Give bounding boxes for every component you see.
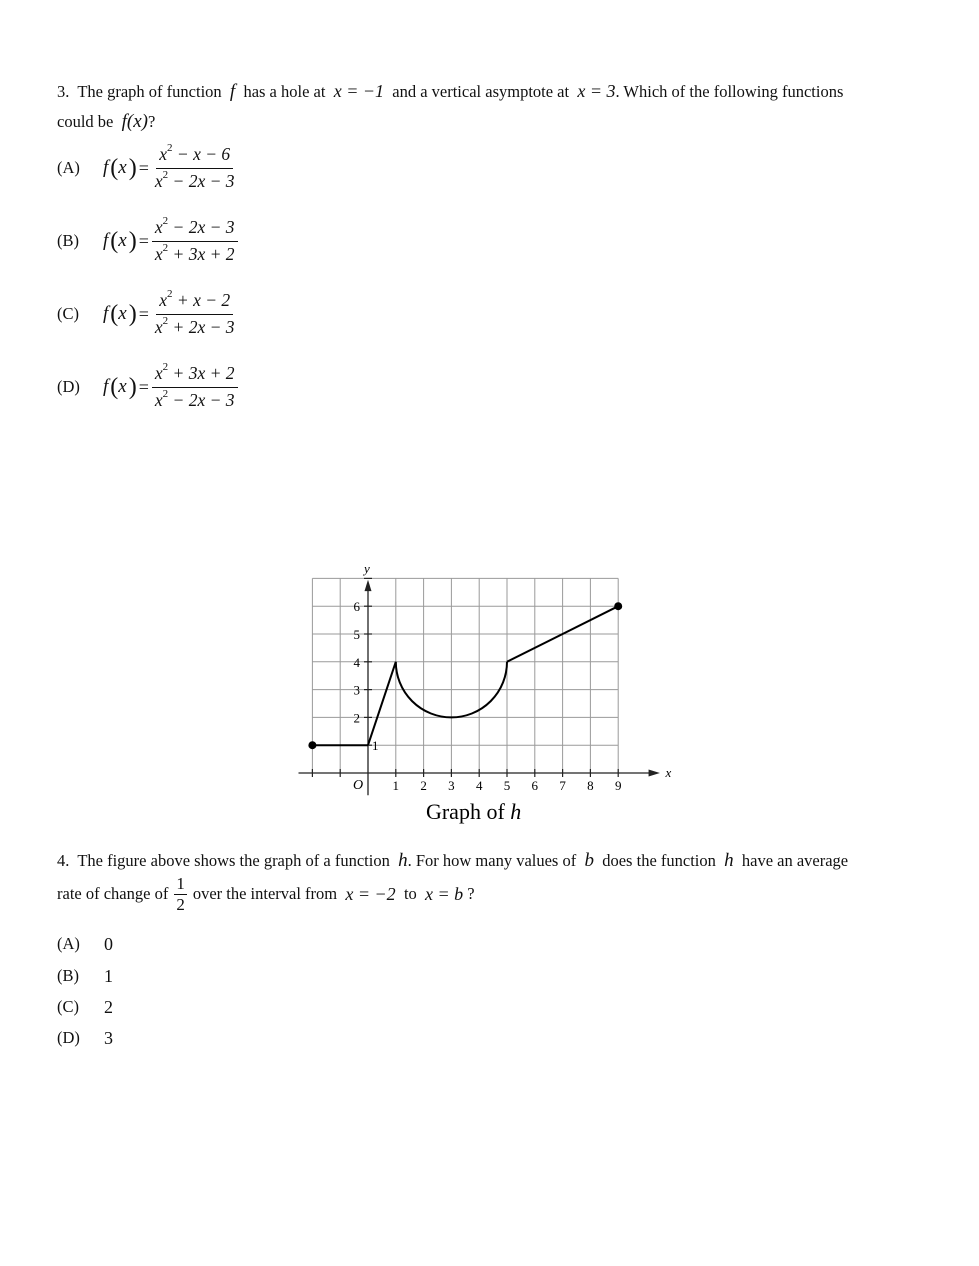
chart-title-variable: h: [510, 799, 522, 824]
q4-stem-text: to: [403, 884, 417, 904]
choice-value: 1: [104, 966, 113, 986]
y-tick-label: 4: [353, 654, 360, 670]
q3-choice-c[interactable]: (C) f ( x ) = $\frac{x^2 + x - 2}{x^2 + 2x - 3}$: [57, 286, 238, 342]
fraction-numerator: 1: [176, 874, 185, 893]
q4-choice-a[interactable]: [57, 934, 113, 955]
choice-label: (D): [57, 377, 80, 396]
endpoint-dot: [614, 602, 622, 610]
x-tick-label: 8: [587, 778, 594, 793]
q4-choice-b[interactable]: [57, 966, 113, 987]
q3-choice-b[interactable]: (B) f ( x ) = $\frac{x^2 - 2x - 3}{x^2 + 3x + 2}$: [57, 213, 238, 269]
y-axis-label: y: [364, 560, 370, 576]
x-tick-label: 9: [614, 778, 622, 793]
variable: x: [118, 230, 127, 251]
q3-number: 3.: [57, 82, 70, 101]
rational-expression: $\frac{x^2 + x - 2}{x^2 + 2x - 3}$: [154, 288, 235, 337]
q4-stem-text: The figure above shows the graph of a function: [77, 851, 390, 870]
equals-sign: =: [138, 157, 149, 178]
q4-function-name: h: [398, 850, 408, 871]
q3-stem-text: has a hole at: [243, 82, 326, 101]
rational-expression: $\frac{x^2 - x - 6}{x^2 - 2x - 3}$: [154, 142, 235, 191]
equals-sign: =: [138, 376, 149, 397]
choice-label: (A): [57, 934, 80, 953]
choice-label: (D): [57, 1028, 80, 1047]
q3-question-mark: ?: [147, 112, 156, 131]
function-name: f: [103, 230, 109, 251]
function-name: f: [103, 376, 109, 397]
choice-value: 3: [104, 1028, 113, 1048]
variable: x: [118, 303, 127, 324]
q4-stem-text: . For how many values of: [407, 851, 577, 870]
equals-sign: =: [138, 230, 149, 251]
y-tick-label: 3: [353, 682, 360, 698]
function-name: f: [103, 303, 109, 324]
q3-stem-text: and a vertical asymptote at: [392, 82, 570, 101]
q4-variable-b: b: [584, 850, 594, 871]
choice-label: (B): [57, 231, 79, 250]
q4-rate-fraction: [174, 874, 187, 914]
q4-stem-text: does the function: [602, 851, 716, 870]
choice-value: 0: [104, 934, 113, 954]
q4-question-mark: ?: [467, 884, 475, 904]
y-tick-label: 5: [353, 627, 360, 642]
q4-interval-start: x = −2: [345, 883, 396, 904]
x-tick-label: 2: [420, 778, 427, 793]
choice-label: (B): [57, 966, 79, 985]
y-tick-label: 1: [372, 738, 379, 754]
q4-stem-line-2: [57, 874, 475, 914]
x-axis-arrow: [649, 770, 660, 777]
q3-function-name: f: [229, 81, 236, 102]
q3-fx: f(x): [121, 111, 148, 132]
fraction-denominator: 2: [176, 894, 185, 914]
q4-choice-c[interactable]: [57, 997, 113, 1018]
x-tick-label: 6: [531, 778, 539, 793]
variable: x: [118, 376, 127, 397]
q3-asymptote-value: x = 3: [577, 81, 616, 101]
x-tick-label: 7: [559, 778, 566, 793]
chart-title-text: Graph of: [425, 799, 511, 824]
x-tick-label: 5: [503, 778, 511, 793]
q4-function-name: h: [724, 850, 734, 871]
endpoint-dot: [308, 741, 316, 749]
rational-expression: $\frac{x^2 + 3x + 2}{x^2 - 2x - 3}$: [152, 362, 238, 412]
q3-stem-text: could be: [57, 112, 114, 131]
y-axis-arrow: [365, 580, 372, 591]
choice-label: (C): [57, 304, 79, 323]
q4-stem-line-1: [57, 850, 848, 872]
equals-sign: =: [138, 303, 149, 324]
x-tick-label: 1: [392, 778, 400, 793]
x-tick-label: 4: [475, 778, 483, 793]
q4-interval-end: x = b: [425, 883, 464, 904]
choice-label: (C): [57, 997, 79, 1016]
q3-hole-value: x = −1: [333, 81, 384, 101]
q4-choice-d[interactable]: [57, 1028, 113, 1049]
q4-stem-text: rate of change of: [57, 884, 169, 904]
choice-label: (A): [57, 158, 80, 177]
function-segment: [368, 662, 396, 745]
y-tick-label: 2: [353, 710, 360, 726]
x-axis-label: x: [665, 765, 672, 780]
rational-expression: $\frac{x^2 - 2x - 3}{x^2 + 3x + 2}$: [152, 216, 238, 266]
choice-value: 2: [104, 997, 113, 1017]
chart-title: [426, 799, 521, 824]
x-tick-label: 3: [448, 778, 455, 793]
q3-choice-a[interactable]: (A) f ( x ) = $\frac{x^2 - x - 6}{x^2 - 2x - 3}$: [57, 140, 238, 196]
function-name: f: [103, 157, 109, 178]
variable: x: [118, 157, 127, 178]
q3-choice-d[interactable]: (D) f ( x ) = $\frac{x^2 + 3x + 2}{x^2 - 2x - 3}$: [57, 359, 238, 415]
q3-stem-text: . Which of the following functions: [615, 82, 844, 101]
q4-number: 4.: [57, 851, 70, 870]
q4-stem-text: have an average: [741, 851, 849, 870]
origin-label: O: [353, 778, 364, 793]
y-tick-label: 6: [353, 599, 360, 615]
q3-stem-text: The graph of function: [77, 82, 222, 101]
q4-stem-text: over the interval from: [192, 884, 338, 904]
